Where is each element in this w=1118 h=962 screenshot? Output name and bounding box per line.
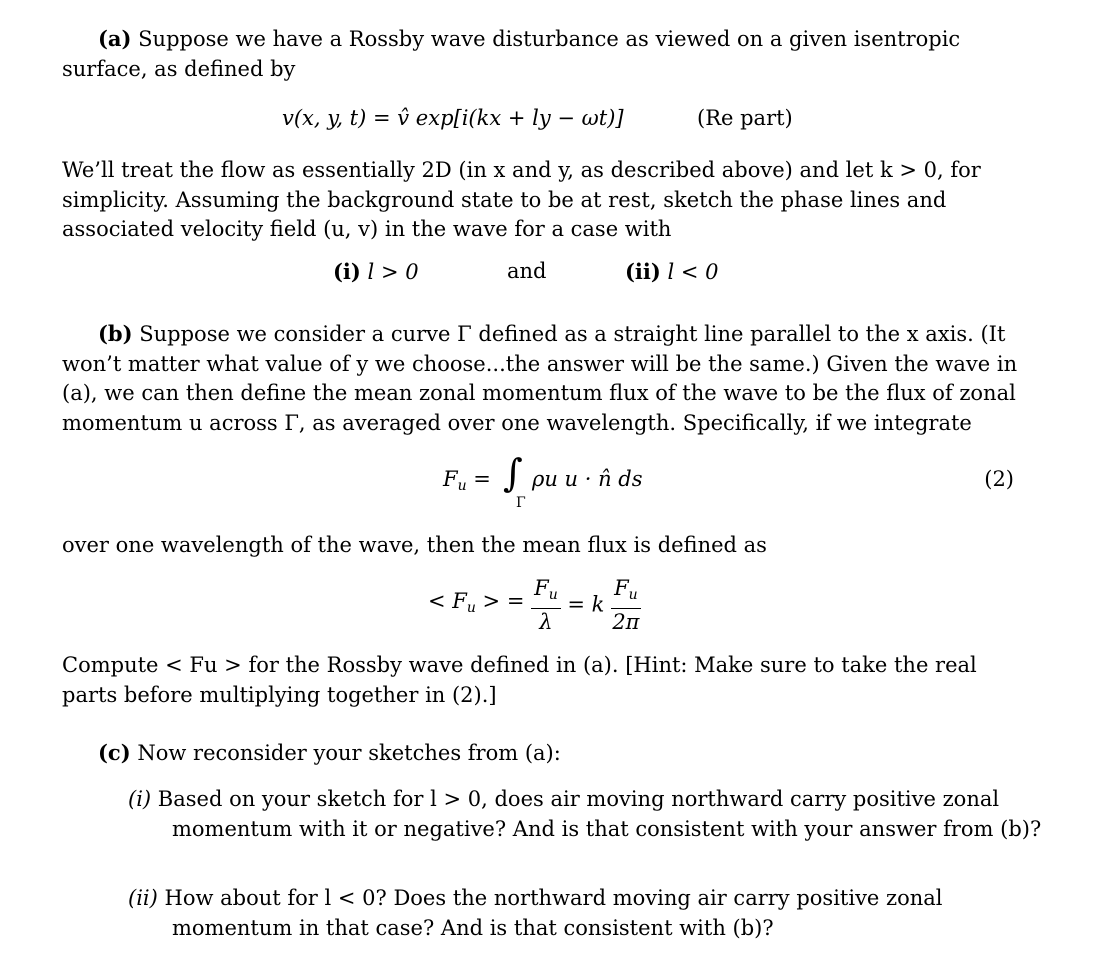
wave-equation-note: (Re part) (697, 106, 793, 130)
mean-flux-symbol: < F (428, 588, 467, 613)
fraction-over-2pi (611, 575, 641, 635)
mean-flux-subscript: u (466, 599, 476, 616)
fraction1-denominator: λ (539, 610, 553, 634)
item-ii-text: How about for l < 0? Does the northward moving air carry positive zonal momentum in that case? And is that consistent with (b)? (164, 886, 943, 940)
equals-k: = k (567, 592, 605, 617)
integral-domain: Γ (516, 495, 526, 511)
flux-subscript: u (457, 478, 467, 494)
case-ii-label: (ii) (625, 259, 661, 284)
case-and: and (507, 259, 547, 283)
case-i (333, 257, 419, 288)
part-b-label: (b) (98, 321, 133, 346)
part-c-item-ii (128, 884, 1052, 943)
part-b-intro-text: Suppose we consider a curve Γ defined as a straight line parallel to the x axis. (It won’t matter what value of y we choose...the answer will be the same.) Given the wave in (a), we can then define the mean zonal momentum flux of the wave to be the flux of zonal momentum u across Γ, as averaged over one wavelength. Specifically, if we integrate (62, 322, 1018, 435)
part-c-label: (c) (98, 740, 131, 765)
case-i-label: (i) (333, 259, 361, 284)
part-a-intro (62, 24, 1022, 84)
integrand: ρu u · n̂ ds (532, 467, 643, 491)
item-i-label: (i) (128, 787, 152, 811)
part-b-middle: over one wavelength of the wave, then the mean flux is defined as (62, 533, 767, 557)
fraction1-numerator-sub: u (548, 587, 558, 603)
part-b-compute: Compute < Fu > for the Rossby wave defined in (a). [Hint: Make sure to take the real parts before multiplying together in (2).] (62, 653, 977, 707)
mean-flux-close: > = (475, 588, 525, 613)
fraction-over-lambda (531, 575, 561, 635)
fraction2-numerator-sub: u (628, 587, 638, 603)
case-ii-condition: l < 0 (667, 260, 719, 284)
fraction1-numerator: F (534, 576, 549, 600)
item-ii-label: (ii) (128, 886, 158, 910)
case-ii (625, 257, 719, 288)
fraction2-denominator: 2π (612, 610, 640, 634)
wave-equation-body: v(x, y, t) = v̂ exp[i(kx + ly − ωt)] (282, 106, 624, 130)
flux-equals: = (473, 467, 491, 491)
integral-sign: ∫ (503, 451, 523, 495)
part-c-intro (62, 738, 1022, 769)
part-a-body: We’ll treat the flow as essentially 2D (in x and y, as described above) and let k > 0, for simplicity. Assuming the background state to be at rest, sketch the phase lines and associated velocity field (u, v) in the wave for a case with (62, 158, 981, 241)
equation-number: (2) (984, 467, 1014, 491)
part-a-label: (a) (98, 26, 132, 51)
item-i-text: Based on your sketch for l > 0, does air moving northward carry positive zonal momentum with it or negative? And is that consistent with your answer from (b)? (157, 787, 1042, 841)
flux-integral-lhs (443, 465, 491, 502)
part-a-intro-text: Suppose we have a Rossby wave disturbance as viewed on a given isentropic surface, as defined by (62, 27, 961, 81)
mean-flux-lhs (428, 588, 525, 616)
flux-symbol: F (443, 467, 458, 491)
fraction2-numerator: F (614, 576, 629, 600)
case-i-condition: l > 0 (367, 260, 419, 284)
part-c-intro-text: Now reconsider your sketches from (a): (137, 741, 561, 765)
part-b-intro (62, 319, 1022, 438)
part-c-item-i (128, 785, 1052, 844)
